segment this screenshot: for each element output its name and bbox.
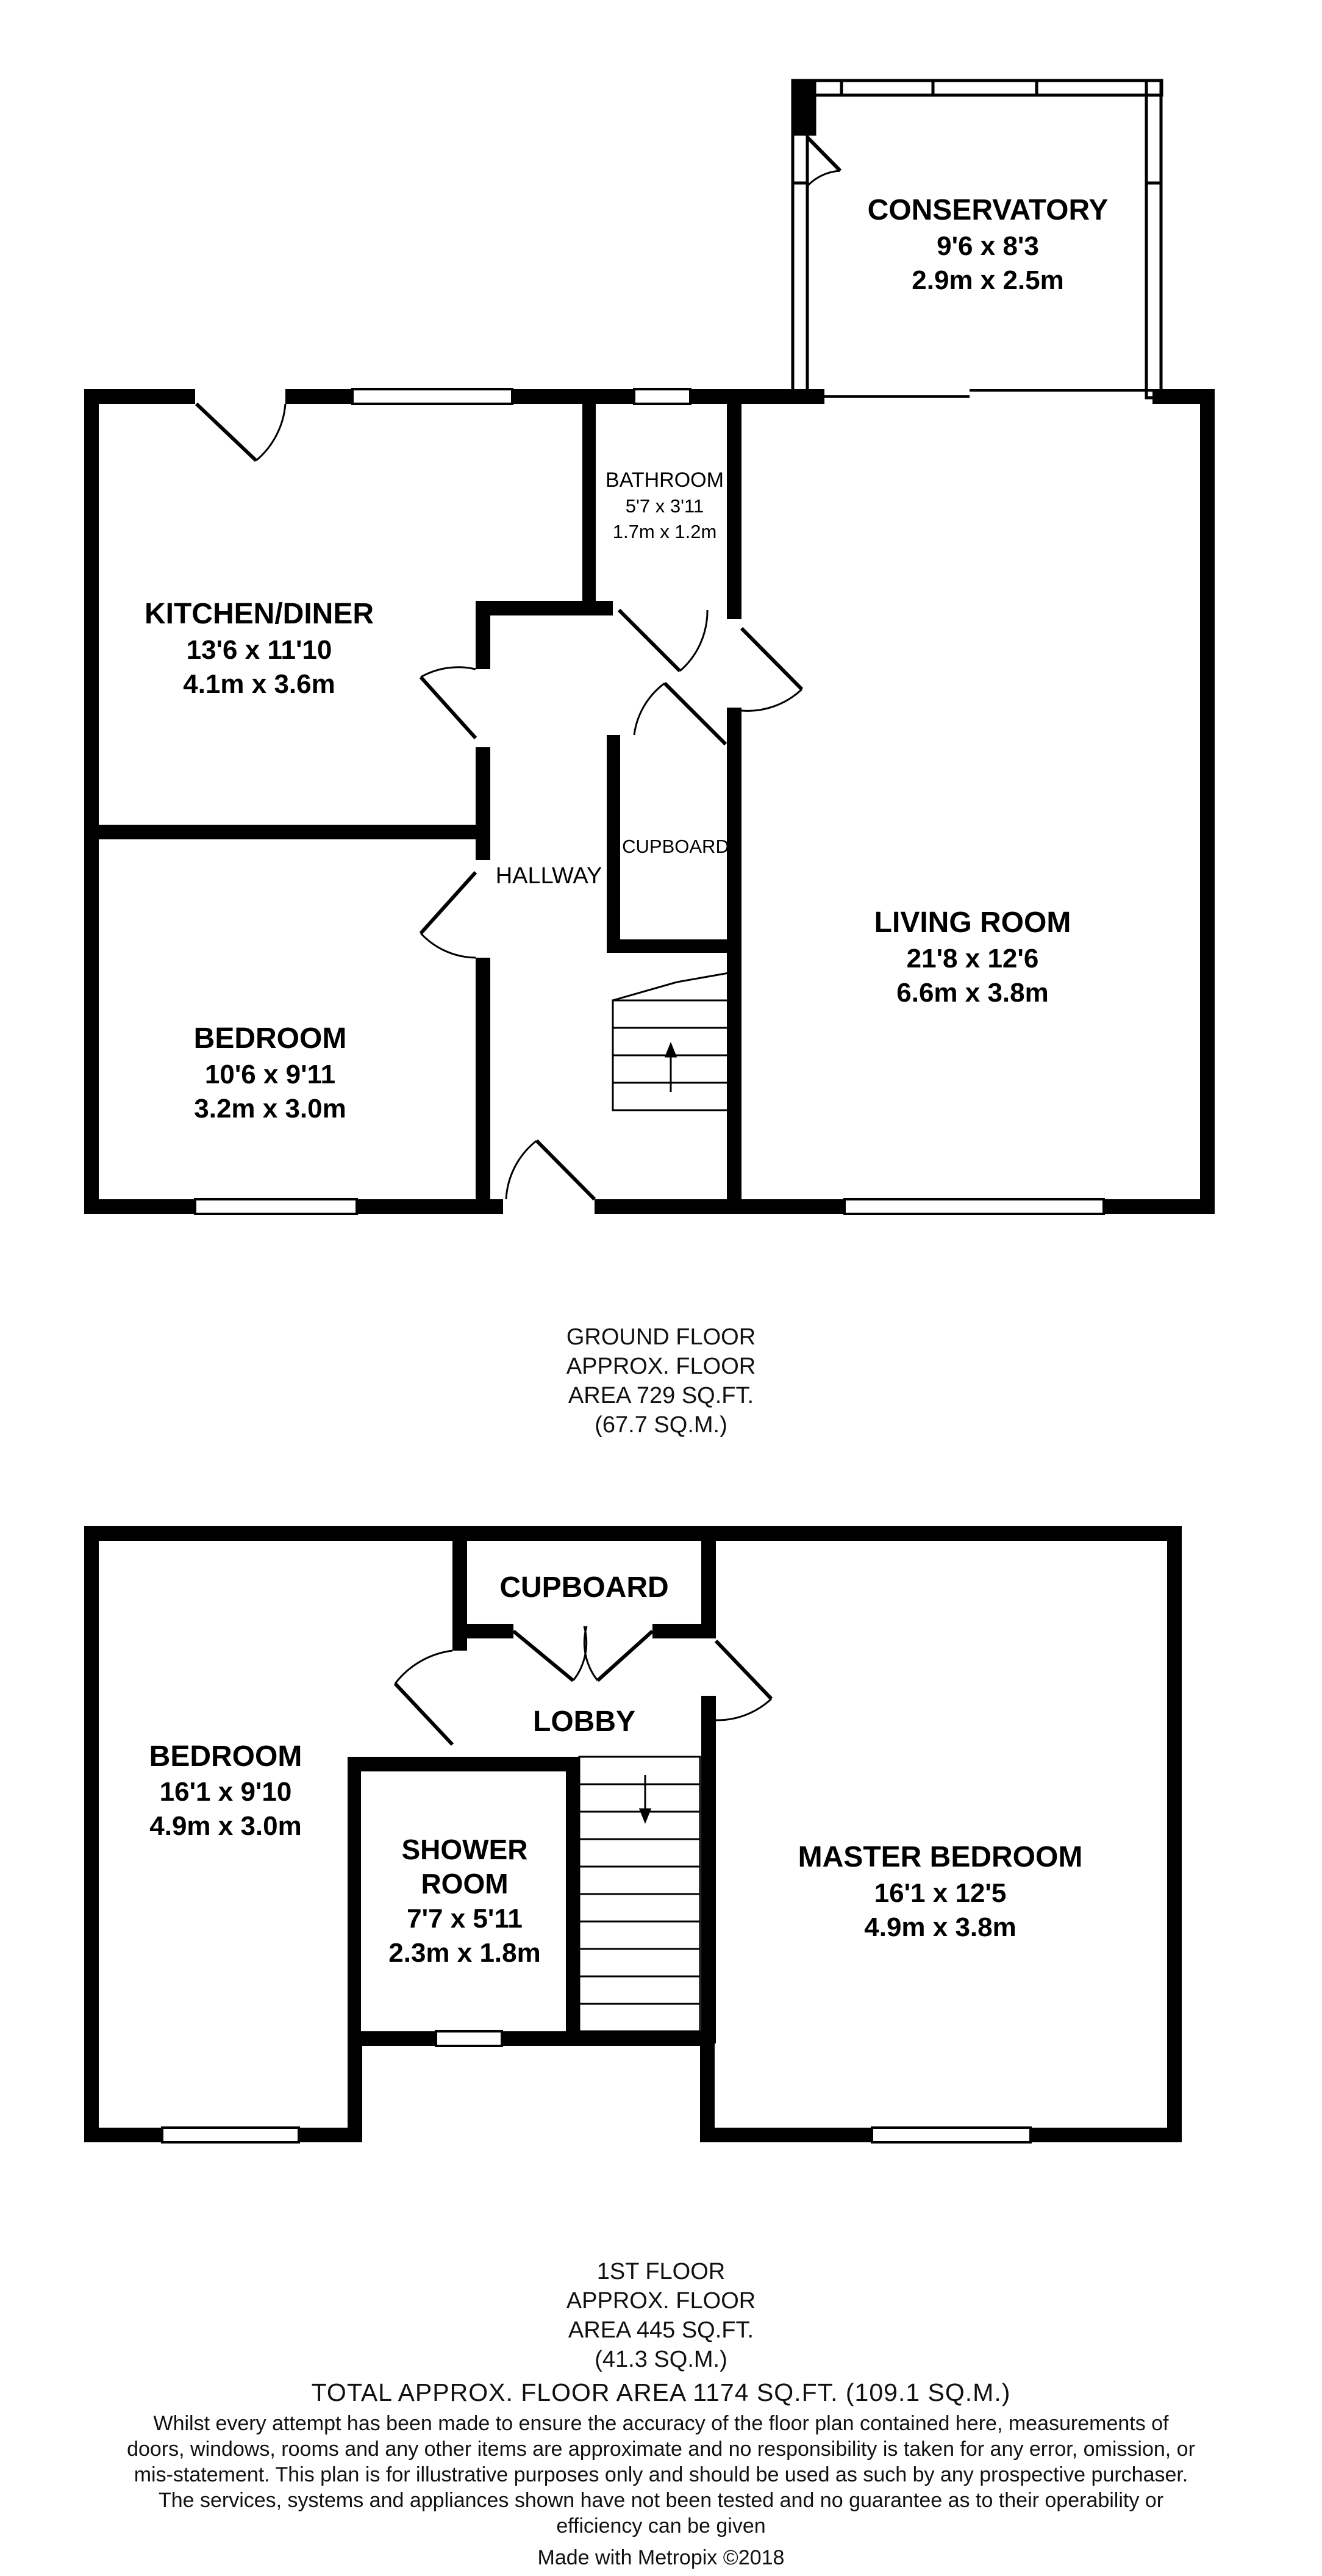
master-bedroom-label	[798, 1841, 1083, 1942]
living-room-name: LIVING ROOM	[874, 906, 1071, 939]
ff-bedroom-name: BEDROOM	[149, 1740, 302, 1773]
ground-floor-caption-line: APPROX. FLOOR	[566, 1354, 756, 1379]
ground-floor-caption	[0, 1322, 1322, 1440]
kitchen-name: KITCHEN/DINER	[144, 598, 374, 630]
ground-floor-caption-line: AREA 729 SQ.FT.	[568, 1383, 754, 1408]
ground-bedroom-imperial: 10'6 x 9'11	[204, 1060, 336, 1089]
first-floor-caption-line: (41.3 SQ.M.)	[595, 2347, 727, 2372]
ground-floor-caption-line: GROUND FLOOR	[566, 1324, 756, 1350]
conservatory-label	[868, 194, 1109, 295]
disclaimer-text: Whilst every attempt has been made to ensure the accuracy of the floor plan contained here, measurements of doors, windows, rooms and any other items are approximate and no responsibility is taken for any error, omission, or mis-statement. This plan is for illustrative purposes only and should be used as such by any prospective purchaser. The services, systems and appliances shown have not been tested and no guarantee as to their operability or efficiency can be given	[127, 2412, 1195, 2538]
hallway-name: HALLWAY	[495, 863, 602, 889]
cupboard-label	[622, 836, 729, 857]
conservatory-name: CONSERVATORY	[867, 194, 1109, 226]
shower-room-label	[388, 1834, 541, 1968]
conservatory-metric: 2.9m x 2.5m	[912, 265, 1064, 295]
first-floor-caption-line: APPROX. FLOOR	[566, 2288, 756, 2314]
kitchen-label	[145, 598, 374, 699]
kitchen-imperial: 13'6 x 11'10	[186, 635, 332, 665]
bathroom-name: BATHROOM	[606, 468, 724, 492]
hallway-label	[496, 863, 602, 889]
ff-bedroom-label	[149, 1740, 302, 1841]
first-floor-stairs	[579, 1757, 700, 2031]
metropix-credit: Made with Metropix ©2018	[537, 2546, 785, 2569]
conservatory-door	[807, 137, 840, 186]
ff-cupboard-name: CUPBOARD	[499, 1571, 669, 1604]
ground-floor-caption-line: (67.7 SQ.M.)	[595, 1412, 727, 1438]
ground-bedroom-label	[194, 1022, 347, 1124]
ff-bedroom-imperial: 16'1 x 9'10	[159, 1777, 292, 1807]
shower-room-metric: 2.3m x 1.8m	[388, 1938, 541, 1968]
bathroom-label	[606, 468, 724, 542]
ground-floor-stairs	[613, 973, 729, 1110]
first-floor-windows	[162, 2031, 1031, 2142]
lobby-label	[533, 1706, 635, 1738]
shower-room-imperial: 7'7 x 5'11	[407, 1904, 523, 1934]
bathroom-metric: 1.7m x 1.2m	[612, 521, 717, 542]
ground-bedroom-metric: 3.2m x 3.0m	[194, 1094, 346, 1124]
patio-door	[824, 390, 1152, 396]
cupboard-name: CUPBOARD	[622, 836, 729, 857]
ground-bedroom-name: BEDROOM	[193, 1022, 347, 1055]
ff-cupboard-label	[499, 1571, 668, 1604]
master-bedroom-metric: 4.9m x 3.8m	[864, 1912, 1017, 1942]
bathroom-imperial: 5'7 x 3'11	[625, 495, 704, 517]
master-bedroom-imperial: 16'1 x 12'5	[874, 1878, 1007, 1908]
kitchen-metric: 4.1m x 3.6m	[183, 669, 335, 699]
lobby-name: LOBBY	[533, 1706, 635, 1738]
shower-room-name-2: ROOM	[421, 1868, 509, 1900]
living-room-label	[874, 906, 1071, 1008]
ground-floor-plan	[84, 81, 1215, 1214]
master-bedroom-name: MASTER BEDROOM	[798, 1841, 1083, 1873]
first-floor-plan	[84, 1526, 1182, 2142]
ff-bedroom-metric: 4.9m x 3.0m	[149, 1811, 302, 1841]
first-floor-caption-line: 1ST FLOOR	[596, 2259, 726, 2284]
first-floor-caption-line: AREA 445 SQ.FT.	[568, 2317, 754, 2343]
shower-room-name-1: SHOWER	[401, 1834, 528, 1865]
total-floor-area: TOTAL APPROX. FLOOR AREA 1174 SQ.FT. (109.1 SQ.M.)	[311, 2378, 1011, 2406]
living-room-metric: 6.6m x 3.8m	[896, 978, 1049, 1008]
living-room-imperial: 21'8 x 12'6	[906, 944, 1039, 974]
first-floor-caption	[0, 2257, 1322, 2374]
conservatory-imperial: 9'6 x 8'3	[937, 231, 1039, 261]
